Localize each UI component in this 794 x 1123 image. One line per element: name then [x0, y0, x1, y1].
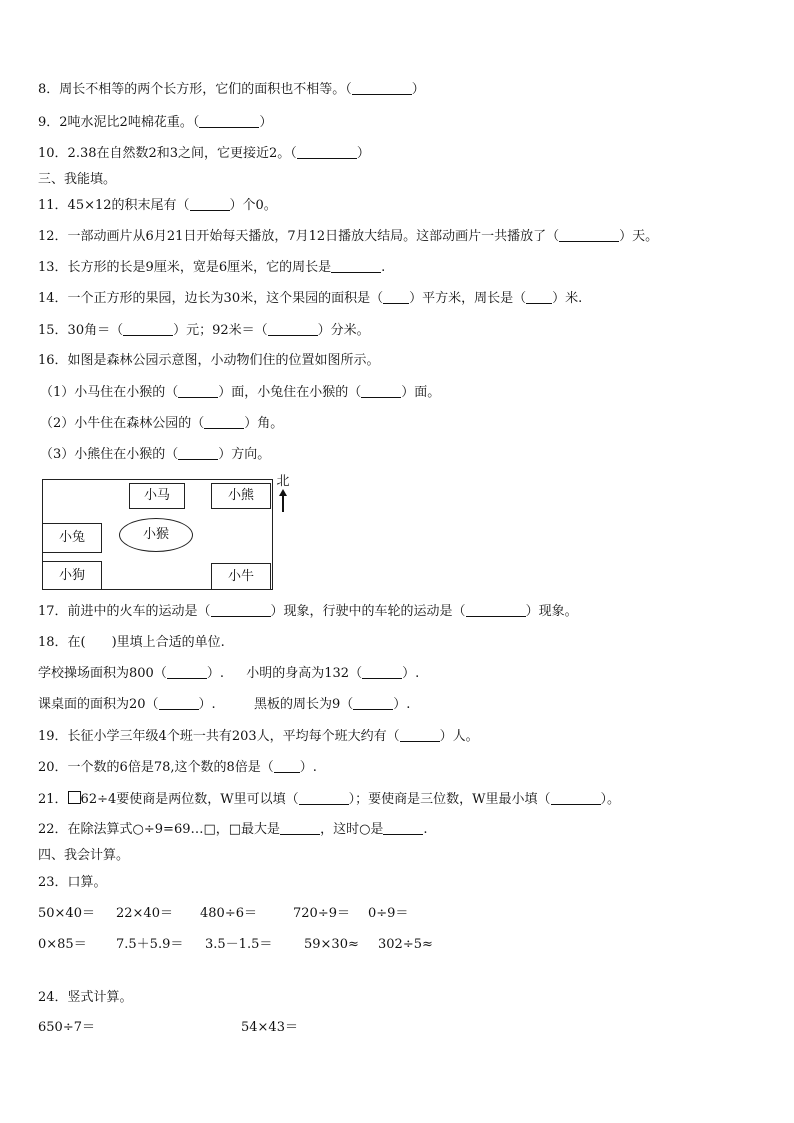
- oral-calc-item: 302÷5≈: [378, 937, 433, 952]
- question-20: 20．一个数的6倍是78,这个数的8倍是（ ）.: [38, 760, 317, 775]
- answer-blank[interactable]: [178, 385, 218, 398]
- answer-blank[interactable]: [352, 82, 412, 95]
- question-19: 19．长征小学三年级4个班一共有203人，平均每个班大约有（ ）人。: [38, 729, 479, 744]
- question-16-part-2: （2）小牛住在森林公园的（ ）角。: [40, 416, 284, 431]
- question-18-row-2: 课桌面的面积为20（ ）. 黑板的周长为9（ ）.: [38, 697, 411, 712]
- forest-park-map: [42, 479, 273, 590]
- answer-blank[interactable]: [353, 697, 393, 710]
- question-13: 13．长方形的长是9厘米，宽是6厘米，它的周长是 .: [38, 260, 386, 275]
- answer-blank[interactable]: [274, 760, 300, 773]
- question-16-stem: 16．如图是森林公园示意图，小动物们住的位置如图所示。: [38, 353, 380, 368]
- answer-blank[interactable]: [526, 291, 552, 304]
- answer-blank[interactable]: [466, 604, 526, 617]
- oral-calc-item: 50×40＝: [38, 906, 95, 921]
- oral-calc-item: 0÷9＝: [368, 906, 409, 921]
- oral-calc-item: 480÷6＝: [200, 906, 257, 921]
- question-9: 9．2吨水泥比2吨棉花重。（ ）: [38, 115, 273, 130]
- answer-blank[interactable]: [551, 792, 601, 805]
- question-11: 11．45×12的积末尾有（ ）个0。: [38, 198, 277, 213]
- north-label: 北: [276, 474, 290, 489]
- section-heading-4: 四、我会计算。: [38, 848, 130, 863]
- answer-blank[interactable]: [400, 729, 440, 742]
- answer-blank[interactable]: [190, 198, 230, 211]
- map-bear: 小熊: [211, 483, 271, 509]
- answer-blank[interactable]: [297, 146, 357, 159]
- oral-calc-item: 3.5－1.5＝: [205, 937, 273, 952]
- vertical-calc-item: 650÷7＝: [38, 1020, 95, 1035]
- answer-blank[interactable]: [167, 666, 207, 679]
- answer-blank[interactable]: [331, 260, 381, 273]
- question-8: 8．周长不相等的两个长方形，它们的面积也不相等。（ ）: [38, 82, 425, 97]
- question-18-row-1: 学校操场面积为800（ ）. 小明的身高为132（ ）.: [38, 666, 420, 681]
- question-21: 21． 62÷4要使商是两位数，W里可以填（ ）；要使商是三位数，W里最小填（ ）。: [38, 792, 621, 807]
- oral-calc-item: 0×85＝: [38, 937, 87, 952]
- north-arrow: [276, 475, 290, 512]
- map-cow: 小牛: [211, 563, 271, 590]
- question-16-part-3: （3）小熊住在小猴的（ ）方向。: [40, 447, 271, 462]
- answer-blank[interactable]: [199, 115, 259, 128]
- answer-blank[interactable]: [211, 604, 271, 617]
- answer-blank[interactable]: [123, 323, 173, 336]
- question-16-part-1: （1）小马住在小猴的（ ）面，小兔住在小猴的（ ）面。: [40, 385, 441, 400]
- square-placeholder-icon: [68, 791, 81, 804]
- answer-blank[interactable]: [178, 447, 218, 460]
- oral-calc-item: 7.5＋5.9＝: [116, 937, 184, 952]
- question-24-stem: 24．竖式计算。: [38, 990, 133, 1005]
- answer-blank[interactable]: [280, 822, 320, 835]
- answer-blank[interactable]: [361, 385, 401, 398]
- question-18-stem: 18．在( )里填上合适的单位.: [38, 635, 225, 650]
- map-horse: 小马: [129, 483, 185, 509]
- vertical-calc-item: 54×43＝: [241, 1020, 298, 1035]
- section-heading-3: 三、我能填。: [38, 172, 117, 187]
- answer-blank[interactable]: [159, 697, 199, 710]
- answer-blank[interactable]: [362, 666, 402, 679]
- question-12: 12．一部动画片从6月21日开始每天播放，7月12日播放大结局。这部动画片一共播放了（ ）天。: [38, 229, 659, 244]
- question-14: 14．一个正方形的果园，边长为30米，这个果园的面积是（ ）平方米，周长是（ ）米.: [38, 291, 583, 306]
- question-22: 22．在除法算式○÷9=69…□，□最大是 ，这时○是 .: [38, 822, 428, 837]
- oral-calc-item: 59×30≈: [304, 937, 359, 952]
- map-dog: 小狗: [42, 561, 102, 590]
- map-monkey: 小猴: [119, 518, 193, 552]
- question-23-stem: 23．口算。: [38, 875, 107, 890]
- oral-calc-item: 22×40＝: [116, 906, 173, 921]
- question-15: 15．30角＝（ ）元；92米＝（ ）分米。: [38, 323, 370, 338]
- answer-blank[interactable]: [268, 323, 318, 336]
- answer-blank[interactable]: [383, 291, 409, 304]
- answer-blank[interactable]: [559, 229, 619, 242]
- arrow-up-icon: [279, 489, 287, 496]
- answer-blank[interactable]: [204, 416, 244, 429]
- answer-blank[interactable]: [383, 822, 423, 835]
- map-rabbit: 小兔: [42, 523, 102, 553]
- question-17: 17．前进中的火车的运动是（ ）现象，行驶中的车轮的运动是（ ）现象。: [38, 604, 578, 619]
- question-10: 10．2.38在自然数2和3之间，它更接近2。（ ）: [38, 146, 370, 161]
- oral-calc-item: 720÷9＝: [293, 906, 350, 921]
- answer-blank[interactable]: [299, 792, 349, 805]
